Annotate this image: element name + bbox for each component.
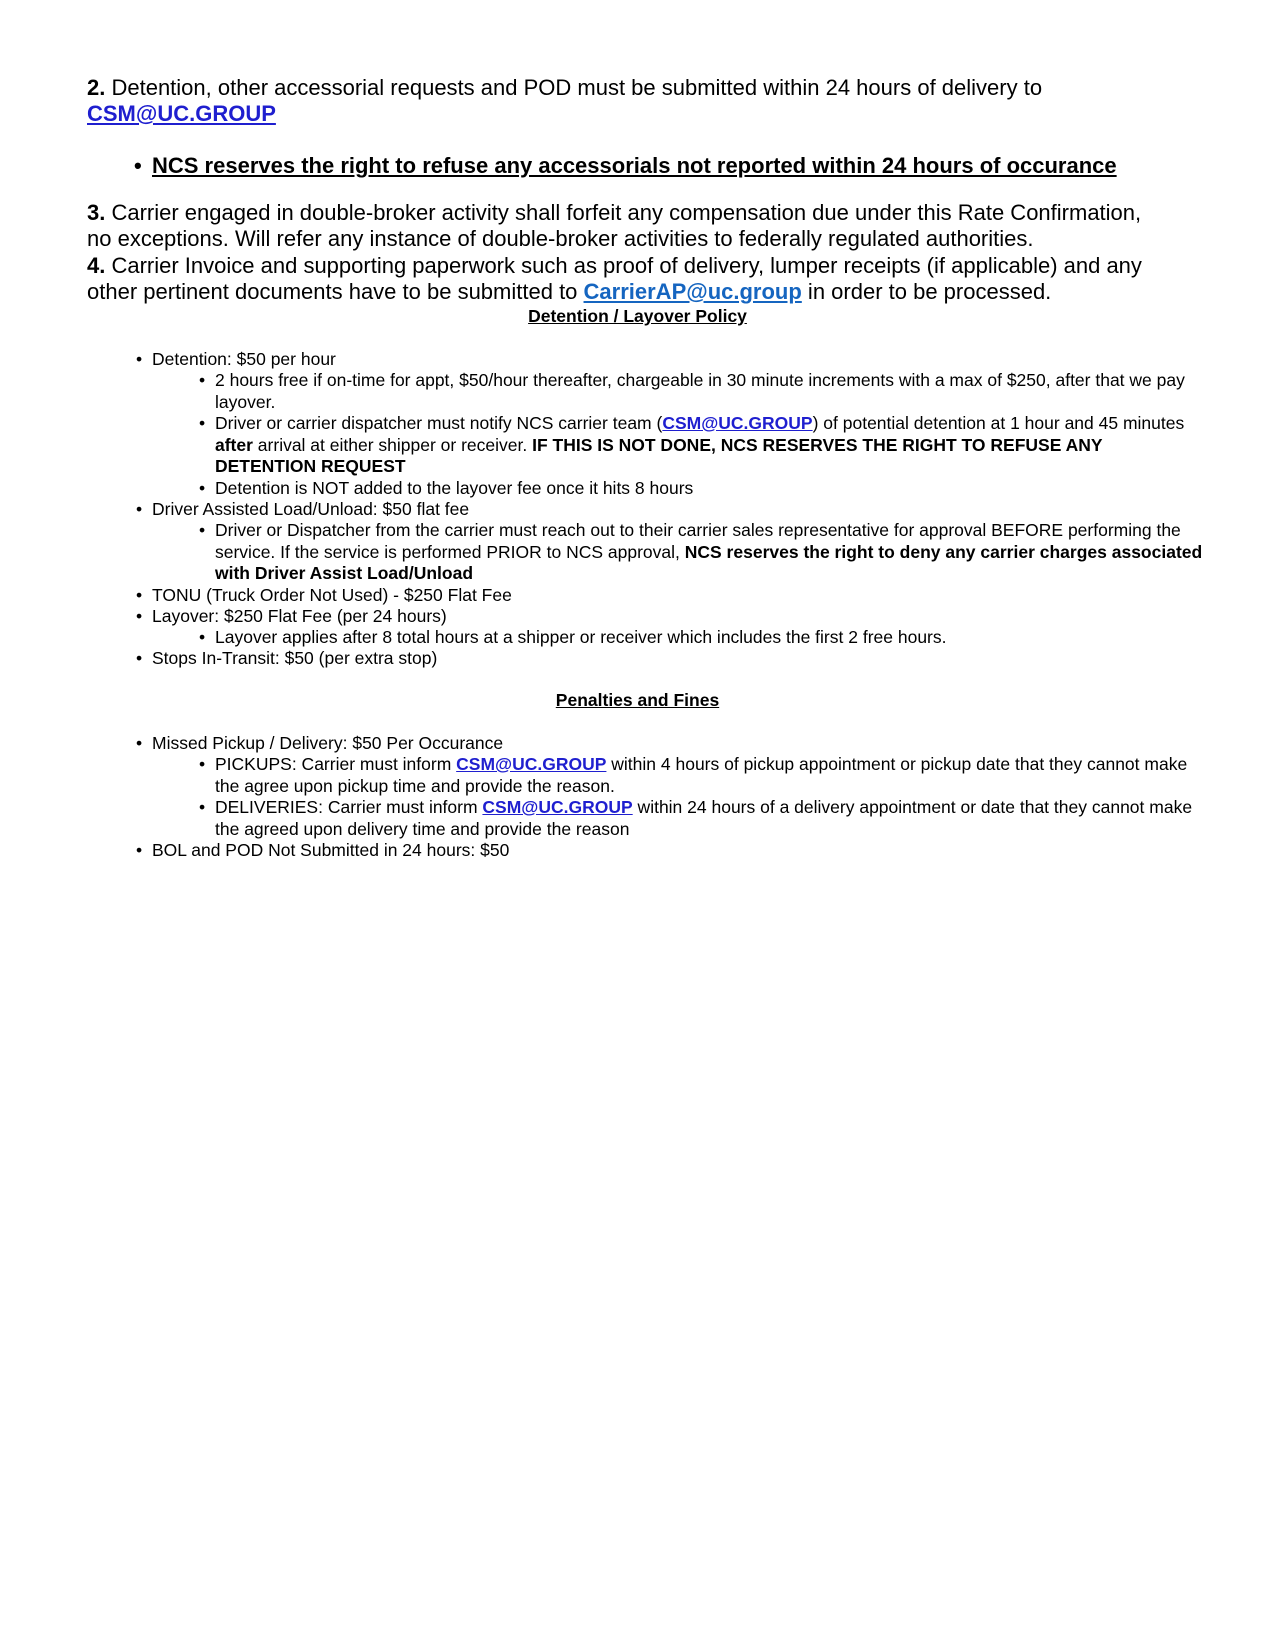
bol-pod-text: BOL and POD Not Submitted in 24 hours: $50 <box>152 840 510 860</box>
para4-number: 4. <box>87 253 106 278</box>
layover-applies-text: Layover applies after 8 total hours at a shipper or receiver which includes the first 2 free hours. <box>215 627 947 647</box>
para3-line1 <box>87 200 1141 225</box>
para2-number: 2. <box>87 75 106 100</box>
bullet-dot: • <box>199 478 206 498</box>
detention-free-hours-item <box>199 370 1205 413</box>
bullet-dot: • <box>136 733 143 753</box>
bullet-dot: • <box>199 413 206 433</box>
stops-in-transit-text: Stops In-Transit: $50 (per extra stop) <box>152 648 438 668</box>
bullet-dot: • <box>136 499 143 519</box>
para2-text: Detention, other accessorial requests and POD must be submitted within 24 hours of delivery to <box>105 75 1043 100</box>
stops-in-transit-item <box>136 648 1212 670</box>
deliveries-post: within 24 hours of a delivery appointment or date that they cannot make the agreed upon delivery time and provide the reason <box>215 797 1193 839</box>
deliveries-pre: DELIVERIES: Carrier must inform <box>215 797 483 817</box>
bullet-dot: • <box>136 606 143 626</box>
bol-pod-item <box>136 840 1212 862</box>
bullet-dot: • <box>199 627 206 647</box>
para3-line2-text: no exceptions. Will refer any instance of double-broker activities to federally regulated authorities. <box>87 226 1034 251</box>
driver-assist-approval-item <box>199 520 1205 585</box>
detention-layover-note-text: Detention is NOT added to the layover fee once it hits 8 hours <box>215 478 694 498</box>
driver-assist-item <box>136 499 1212 521</box>
pickups-item <box>199 754 1205 797</box>
para3-number: 3. <box>87 200 106 225</box>
deliveries-email-link[interactable]: CSM@UC.GROUP <box>482 797 633 817</box>
detention-item <box>136 349 1212 371</box>
para2-line2 <box>87 101 276 126</box>
layover-text: Layover: $250 Flat Fee (per 24 hours) <box>152 606 447 626</box>
bullet-dot: • <box>199 754 206 774</box>
detention-item-text: Detention: $50 per hour <box>152 349 336 369</box>
para4-line1 <box>87 253 1142 278</box>
detention-refuse-warning: IF THIS IS NOT DONE, NCS RESERVES THE RIGHT TO REFUSE ANY DETENTION REQUEST <box>215 434 1103 476</box>
para4-line1-text: Carrier Invoice and supporting paperwork such as proof of delivery, lumper receipts (if applicable) and any <box>105 253 1142 278</box>
detention-notify-after: after <box>215 434 253 455</box>
ncs-note-text: NCS reserves the right to refuse any accessorials not reported within 24 hours of occurance <box>152 153 1117 178</box>
detention-policy-heading: Detention / Layover Policy <box>528 306 747 326</box>
deliveries-item <box>199 797 1205 840</box>
bullet-dot: • <box>136 648 143 668</box>
layover-item <box>136 606 1212 628</box>
para4-line2-post: in order to be processed. <box>801 279 1052 304</box>
detention-free-hours-text: 2 hours free if on-time for appt, $50/hour thereafter, chargeable in 30 minute increments with a max of $250, after that we pay layover. <box>215 370 1185 412</box>
bullet-dot: • <box>199 520 206 540</box>
para3-line2 <box>87 226 1034 251</box>
detention-notify-pre: Driver or carrier dispatcher must notify NCS carrier team ( <box>215 413 663 433</box>
tonu-text: TONU (Truck Order Not Used) - $250 Flat Fee <box>152 585 512 605</box>
missed-pickup-text: Missed Pickup / Delivery: $50 Per Occurance <box>152 733 504 753</box>
pickups-post: within 4 hours of pickup appointment or pickup date that they cannot make the agree upon pickup time and provide the reason. <box>215 754 1188 796</box>
driver-assist-text: Driver Assisted Load/Unload: $50 flat fee <box>152 499 470 519</box>
driver-assist-deny-warning: NCS reserves the right to deny any carrier charges associated with Driver Assist Load/Unload <box>215 541 1203 583</box>
bullet-dot: • <box>199 370 206 390</box>
detention-notify-item <box>199 413 1205 478</box>
detention-layover-note-item <box>199 478 1205 500</box>
bullet-dot: • <box>136 585 143 605</box>
bullet-dot: • <box>199 797 206 817</box>
para4-line2 <box>87 279 1051 304</box>
pickups-pre: PICKUPS: Carrier must inform <box>215 754 457 774</box>
driver-assist-approval-text: Driver or Dispatcher from the carrier must reach out to their carrier sales representative for approval BEFORE performing the service. If the service is performed PRIOR to NCS approval, <box>215 520 1181 562</box>
detention-email-link[interactable]: CSM@UC.GROUP <box>662 413 813 433</box>
bullet-dot: • <box>134 153 142 178</box>
para3-line1-text: Carrier engaged in double-broker activity shall forfeit any compensation due under this Rate Confirmation, <box>105 200 1142 225</box>
detention-notify-post: arrival at either shipper or receiver. <box>252 434 533 455</box>
bullet-dot: • <box>136 840 143 860</box>
para2-line1 <box>87 75 1042 100</box>
layover-applies-item <box>199 627 1205 649</box>
penalties-heading: Penalties and Fines <box>555 690 720 710</box>
bullet-dot: • <box>136 349 143 369</box>
detention-notify-mid: ) of potential detention at 1 hour and 45 minutes <box>812 413 1185 433</box>
ncs-accessorial-note <box>134 153 1117 178</box>
tonu-item <box>136 585 1212 607</box>
para4-line2-pre: other pertinent documents have to be submitted to <box>87 279 584 304</box>
pickups-email-link[interactable]: CSM@UC.GROUP <box>456 754 607 774</box>
para2-email-link[interactable]: CSM@UC.GROUP <box>87 101 276 126</box>
missed-pickup-item <box>136 733 1212 755</box>
carrierap-email-link[interactable]: CarrierAP@uc.group <box>583 279 802 304</box>
